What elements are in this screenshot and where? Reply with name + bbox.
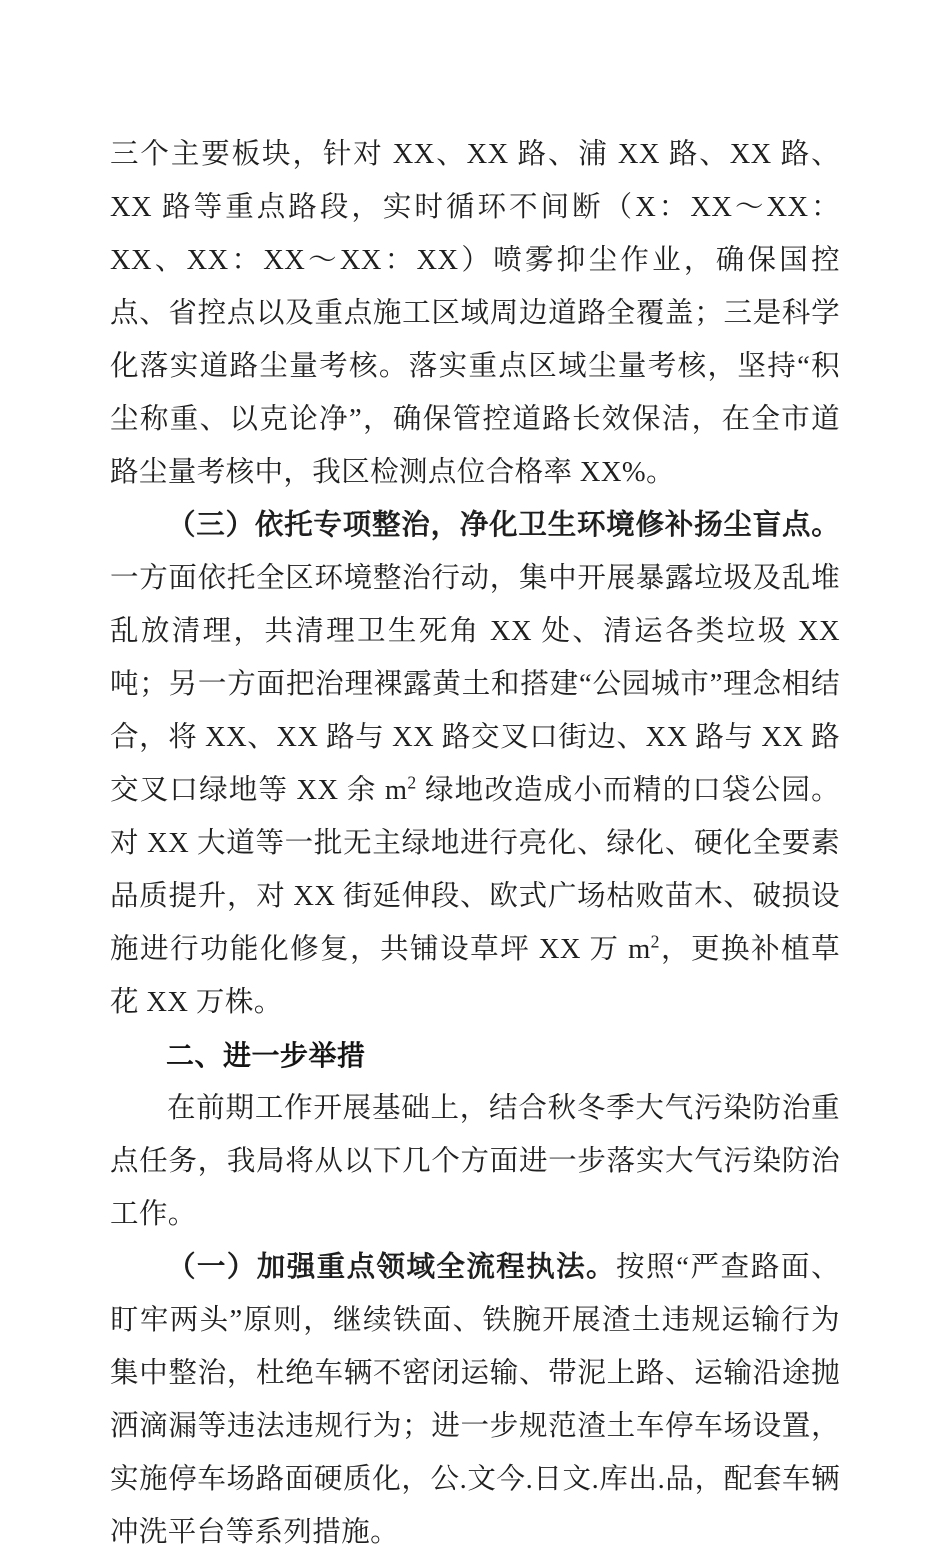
paragraph-section-three-body-part1: 一方面依托全区环境整治行动，集中开展暴露垃圾及乱堆乱放清理，共清理卫生死角 XX 处、清运各类垃圾 XX 吨；另一方面把治理裸露黄土和搭建“公园城市”理念相结合，将 XX、XX 路与 XX 路交叉口街边、XX 路与 XX 路交叉口绿地等 XX 余 m xyxy=(110,563,840,806)
paragraph-section-one xyxy=(110,1241,840,1559)
paragraph-intro-measures: 在前期工作开展基础上，结合秋冬季大气污染防治重点任务，我局将从以下几个方面进一步落实大气污染防治工作。 xyxy=(110,1093,840,1230)
paragraph-section-three xyxy=(110,499,840,1029)
paragraph-section-one-lead: （一）加强重点领域全流程执法。 xyxy=(167,1252,616,1283)
paragraph-road-dust-continued: 三个主要板块，针对 XX、XX 路、浦 XX 路、XX 路、XX 路等重点路段，实时循环不间断（X：XX～XX：XX、XX：XX～XX：XX）喷雾抑尘作业，确保国控点、省控点以及重点施工区域周边道路全覆盖；三是科学化落实道路尘量考核。落实重点区域尘量考核，坚持“积尘称重、以克论净”，确保管控道路长效保洁，在全市道路尘量考核中，我区检测点位合格率 XX%。 xyxy=(110,139,840,488)
superscript-square-two: 2 xyxy=(650,931,660,952)
paragraph-section-three-body-part2: 绿地改造成小而精的口袋公园。对 XX 大道等一批无主绿地进行亮化、绿化、硬化全要素品质提升，对 XX 街延伸段、欧式广场枯败苗木、破损设施进行功能化修复，共铺设草坪 XX 万 m xyxy=(110,775,840,965)
heading-further-measures: 二、进一步举措 xyxy=(166,1040,366,1071)
superscript-square-one: 2 xyxy=(407,772,417,793)
paragraph-section-one-body: 按照“严查路面、盯牢两头”原则，继续铁面、铁腕开展渣土违规运输行为集中整治，杜绝车辆不密闭运输、带泥上路、运输沿途抛洒滴漏等违法违规行为；进一步规范渣土车停车场设置，实施停车场路面硬质化，公.文今.日文.库出.品，配套车辆冲洗平台等系列措施。 xyxy=(110,1252,840,1548)
paragraph-section-three-body-part3: ，更换补植草花 XX 万株。 xyxy=(110,934,840,1018)
paragraph-section-three-lead: （三）依托专项整治，净化卫生环境修补扬尘盲点。 xyxy=(167,510,840,541)
